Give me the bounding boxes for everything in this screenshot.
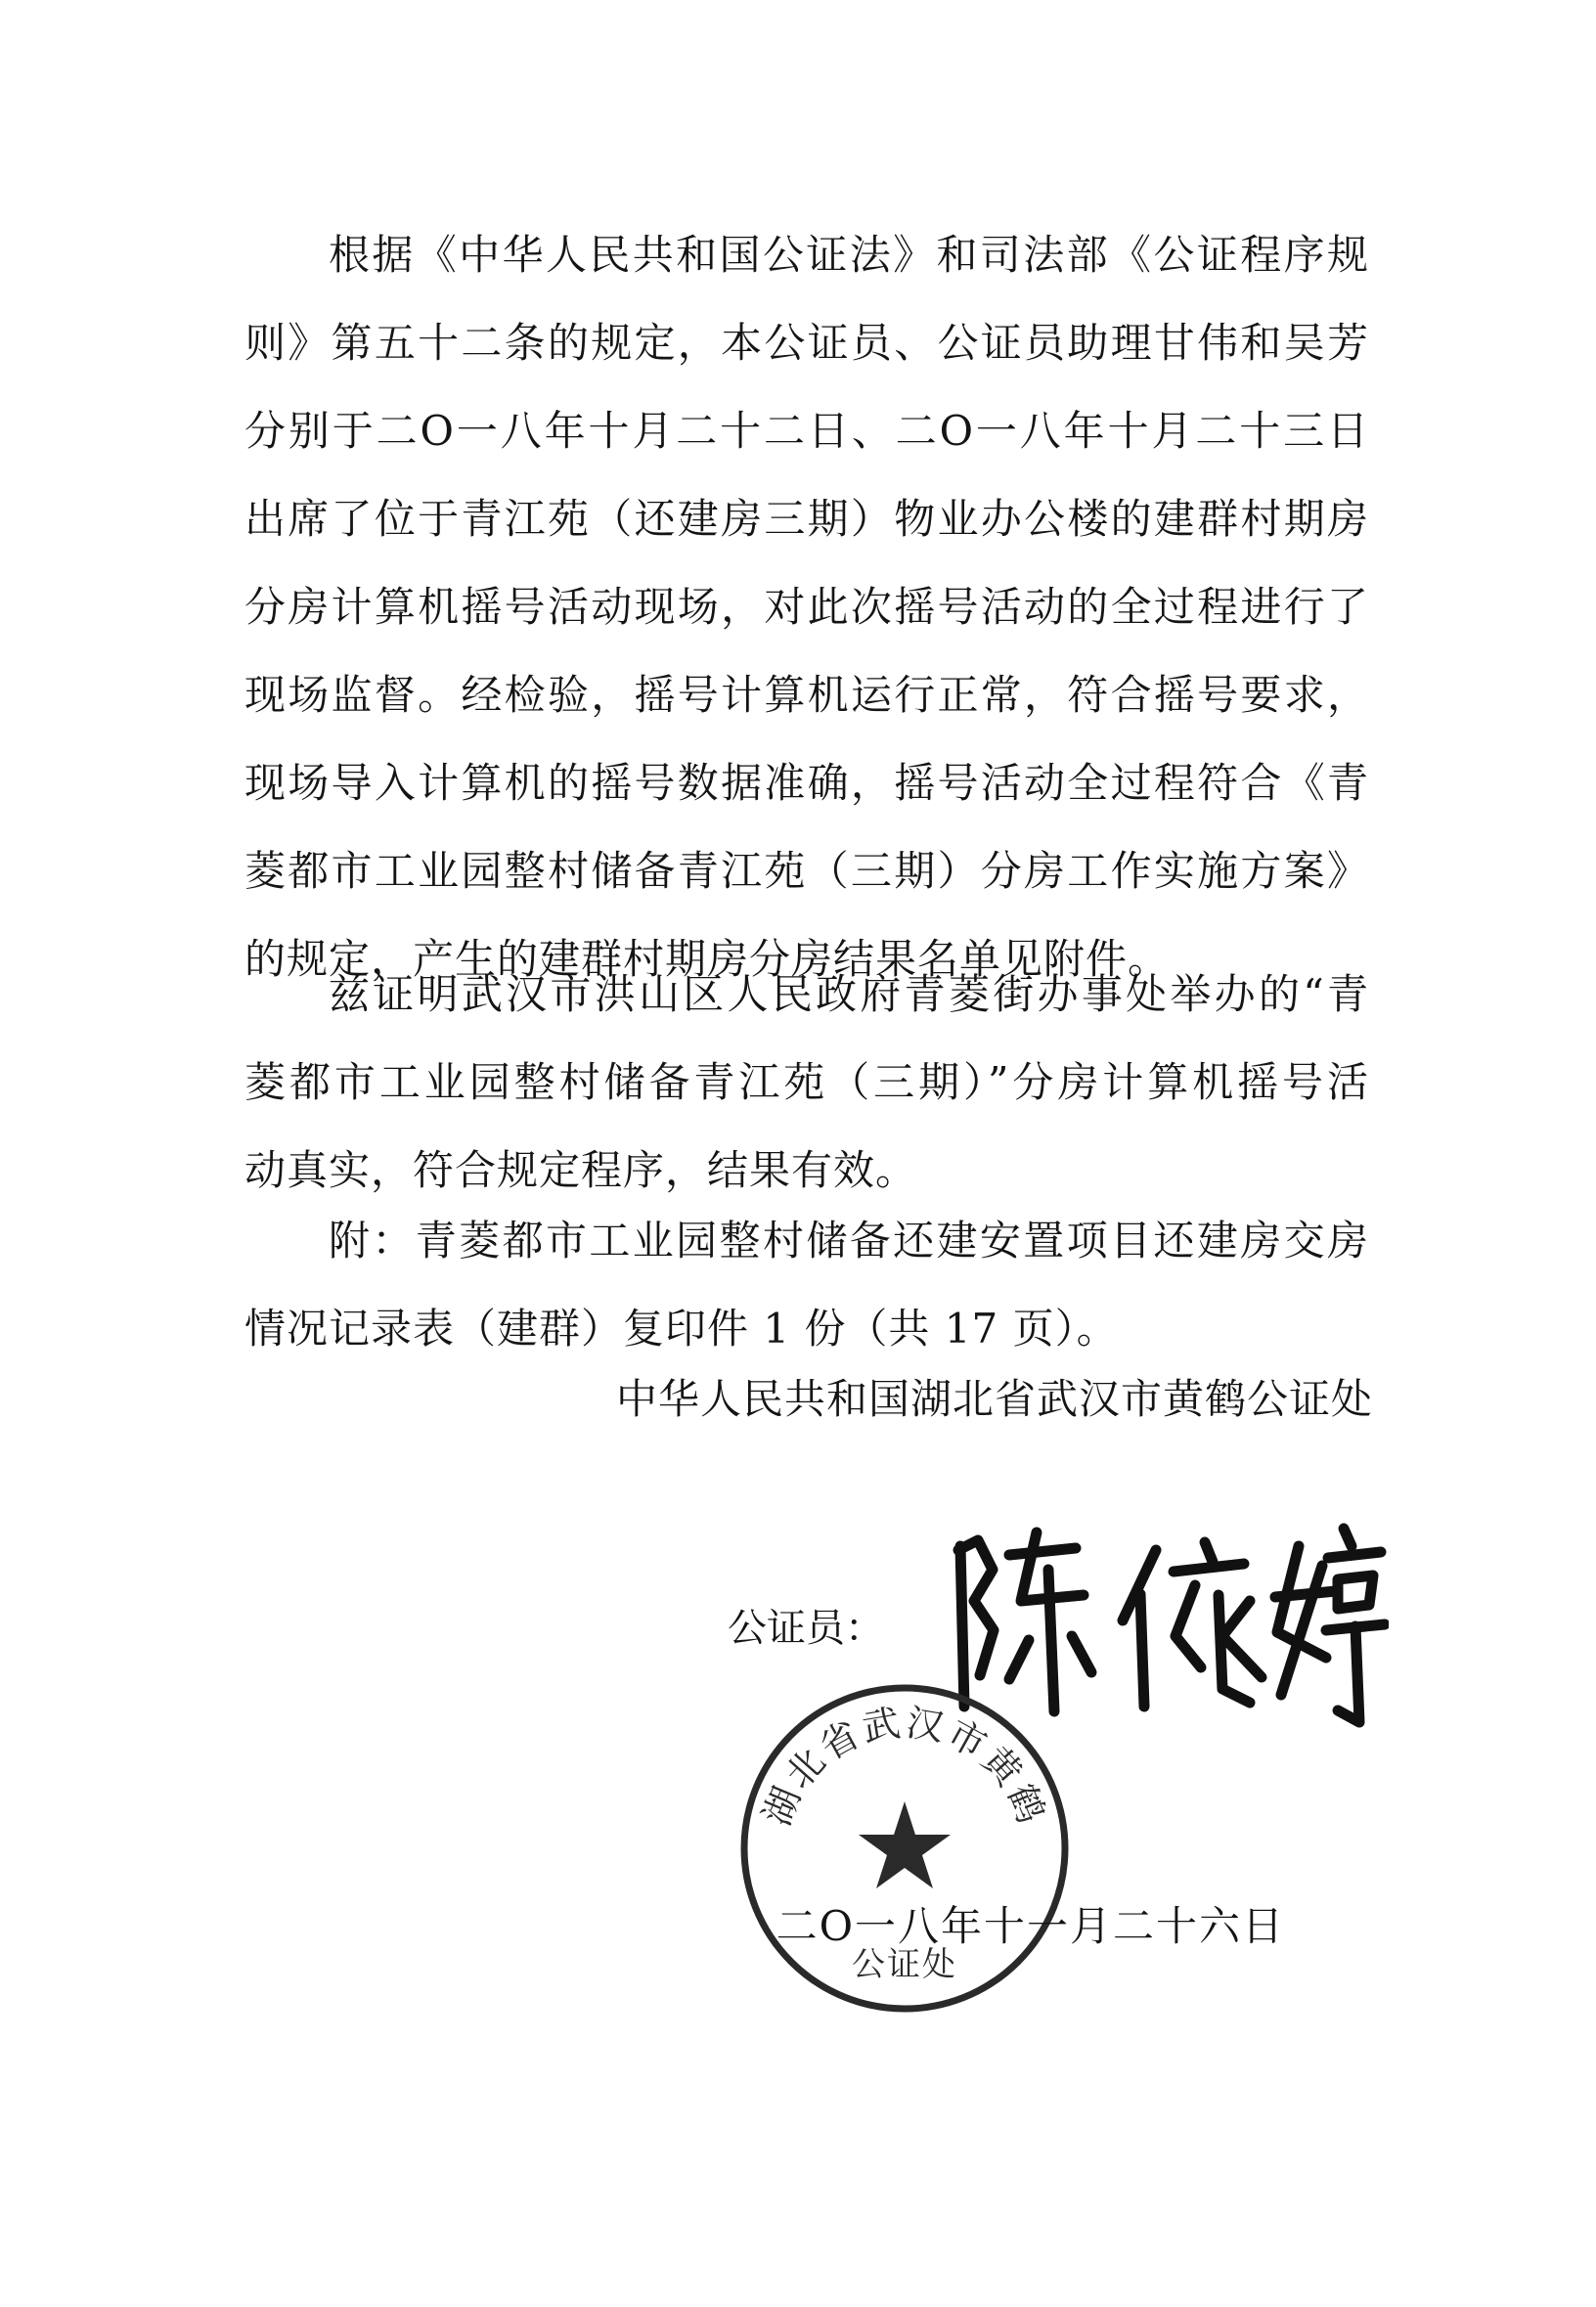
document-date: 二O一八年十一月二十六日: [776, 1902, 1285, 1950]
paragraph-certification-statement: [244, 951, 1369, 1215]
paragraph-line: 的规定，产生的建群村期房分房结果名单见附件。: [244, 935, 1171, 983]
svg-text:公证处: 公证处: [852, 1945, 957, 1984]
paragraph-line: 菱都市工业园整村储备青江苑（三期）分房工作实施方案》: [244, 847, 1369, 895]
paragraph-line: 现场导入计算机的摇号数据准确，摇号活动全过程符合《青: [244, 759, 1369, 807]
paragraph-line: 动真实，符合规定程序，结果有效。: [244, 1146, 918, 1194]
paragraph-line: 分房计算机摇号活动现场，对此次摇号活动的全过程进行了: [244, 583, 1369, 631]
paragraph-line: 情况记录表（建群）复印件 1 份（共 17 页）。: [244, 1305, 1119, 1353]
paragraph-line: 根据《中华人民共和国公证法》和司法部《公证程序规: [329, 231, 1369, 279]
svg-text:湖北省武汉市黄鹤: 湖北省武汉市黄鹤: [755, 1701, 1054, 1832]
paragraph-line: 现场监督。经检验，摇号计算机运行正常，符合摇号要求，: [244, 671, 1369, 719]
paragraph-attachment: [244, 1197, 1369, 1373]
paragraph-line: 菱都市工业园整村储备青江苑（三期）”分房计算机摇号活: [244, 1058, 1369, 1106]
paragraph-line: 出席了位于青江苑（还建房三期）物业办公楼的建群村期房: [244, 495, 1369, 543]
paragraph-line: 则》第五十二条的规定，本公证员、公证员助理甘伟和吴芳: [244, 319, 1369, 367]
notary-label: 公证员：: [728, 1606, 884, 1651]
paragraph-line: 兹证明武汉市洪山区人民政府青菱街办事处举办的“青: [329, 970, 1369, 1018]
issuing-notary-office: 中华人民共和国湖北省武汉市黄鹤公证处: [615, 1375, 1373, 1423]
paragraph-line: 附：青菱都市工业园整村储备还建安置项目还建房交房: [329, 1217, 1369, 1264]
paragraph-certification-process: [244, 211, 1369, 1003]
paragraph-line: 分别于二O一八年十月二十二日、二O一八年十月二十三日: [244, 407, 1369, 455]
